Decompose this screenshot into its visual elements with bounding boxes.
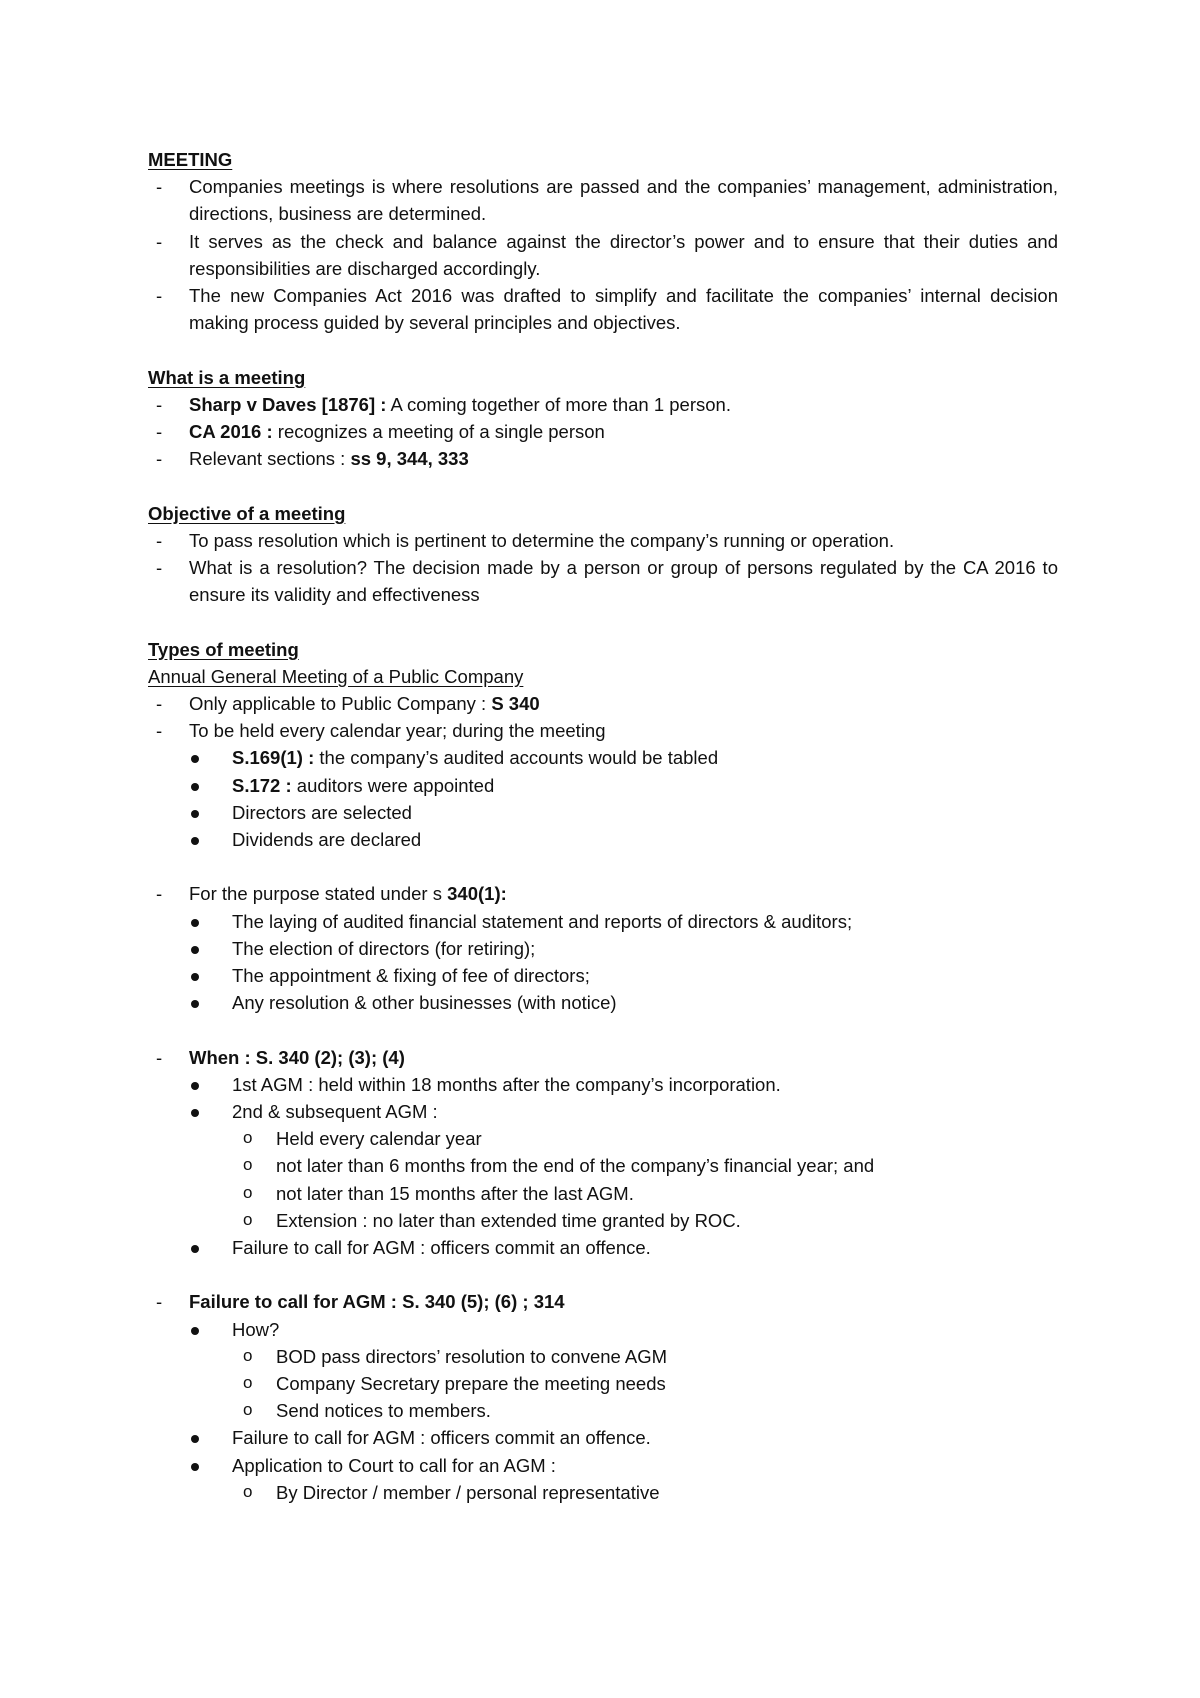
types-subheading: Annual General Meeting of a Public Company (148, 665, 524, 687)
when-subsequent-agm: 2nd & subsequent AGM : (148, 1098, 1058, 1125)
failure-how: How? (148, 1316, 1058, 1343)
when-failure: Failure to call for AGM : officers commit an offence. (148, 1234, 1058, 1261)
spacer (148, 472, 1058, 499)
intro-item-2: - It serves as the check and balance against the director’s power and to ensure that their duties and responsibilities are discharged accordingly. (148, 228, 1058, 282)
spacer (148, 336, 1058, 363)
when-heading: When : S. 340 (2); (3); (4) (189, 1046, 405, 1068)
types-bullet-1 (148, 744, 1058, 771)
objective-item-1: - To pass resolution which is pertinent to determine the company’s running or operation. (148, 527, 1058, 554)
when-first-agm: 1st AGM : held within 18 months after the company’s incorporation. (148, 1071, 1058, 1098)
when-subsequent-item-4: o Extension : no later than extended time granted by ROC. (148, 1207, 1058, 1234)
types-item-1 (148, 690, 1058, 717)
what-is-item-3-text: Relevant sections : (189, 448, 351, 470)
failure-item (148, 1288, 1058, 1315)
types-bullet-4: Dividends are declared (148, 826, 1058, 853)
failure-heading: Failure to call for AGM : S. 340 (5); (6) ; 314 (189, 1291, 565, 1313)
document-content (148, 146, 1058, 1506)
types-bullet-1-bold: S.169(1) : (232, 747, 315, 769)
types-item-2: - To be held every calendar year; during the meeting (148, 717, 1058, 744)
types-item-1-text: Only applicable to Public Company : (189, 693, 492, 715)
types-heading: Types of meeting (148, 638, 299, 660)
purpose-bullet-4: Any resolution & other businesses (with notice) (148, 989, 1058, 1016)
failure-application: Application to Court to call for an AGM : (148, 1452, 1058, 1479)
spacer (148, 853, 1058, 880)
purpose-text: For the purpose stated under s (189, 883, 448, 905)
when-item (148, 1044, 1058, 1071)
what-is-heading: What is a meeting (148, 366, 306, 388)
types-bullet-2 (148, 772, 1058, 799)
purpose-bold: 340(1): (447, 883, 507, 905)
what-is-item-1 (148, 391, 1058, 418)
intro-item-3: - The new Companies Act 2016 was drafted to simplify and facilitate the companies’ internal decision making process guided by several principles and objectives. (148, 282, 1058, 336)
when-subsequent-item-3: o not later than 15 months after the last AGM. (148, 1180, 1058, 1207)
purpose-bullet-2: The election of directors (for retiring); (148, 935, 1058, 962)
spacer (148, 1261, 1058, 1288)
what-is-item-2-text: recognizes a meeting of a single person (272, 421, 605, 443)
types-bullet-2-text: auditors were appointed (291, 774, 495, 796)
spacer (148, 1016, 1058, 1043)
document-title: MEETING (148, 149, 233, 170)
purpose-item (148, 880, 1058, 907)
types-bullet-2-bold: S.172 : (232, 774, 292, 796)
types-item-1-bold: S 340 (491, 693, 540, 715)
failure-offence: Failure to call for AGM : officers commit an offence. (148, 1424, 1058, 1451)
failure-how-item-1: o BOD pass directors’ resolution to convene AGM (148, 1343, 1058, 1370)
types-bullet-1-text: the company’s audited accounts would be tabled (314, 747, 719, 769)
what-is-item-1-bold: Sharp v Daves [1876] : (189, 393, 387, 415)
what-is-item-1-text: A coming together of more than 1 person. (386, 393, 731, 415)
what-is-item-3-bold: ss 9, 344, 333 (350, 448, 469, 470)
objective-item-2: - What is a resolution? The decision made by a person or group of persons regulated by the CA 2016 to ensure its validity and effectiveness (148, 554, 1058, 608)
purpose-bullet-3: The appointment & fixing of fee of directors; (148, 962, 1058, 989)
what-is-item-2 (148, 418, 1058, 445)
failure-application-item-1: o By Director / member / personal representative (148, 1479, 1058, 1506)
types-bullet-3: Directors are selected (148, 799, 1058, 826)
objective-heading: Objective of a meeting (148, 502, 346, 524)
when-subsequent-item-1: o Held every calendar year (148, 1125, 1058, 1152)
spacer (148, 608, 1058, 635)
when-subsequent-item-2: o not later than 6 months from the end of the company’s financial year; and (148, 1152, 1058, 1179)
what-is-item-2-bold: CA 2016 : (189, 421, 273, 443)
what-is-item-3 (148, 445, 1058, 472)
failure-how-item-3: o Send notices to members. (148, 1397, 1058, 1424)
purpose-bullet-1: The laying of audited financial statement and reports of directors & auditors; (148, 908, 1058, 935)
failure-how-item-2: o Company Secretary prepare the meeting needs (148, 1370, 1058, 1397)
intro-item-1: - Companies meetings is where resolutions are passed and the companies’ management, administration, directions, business are determined. (148, 173, 1058, 227)
